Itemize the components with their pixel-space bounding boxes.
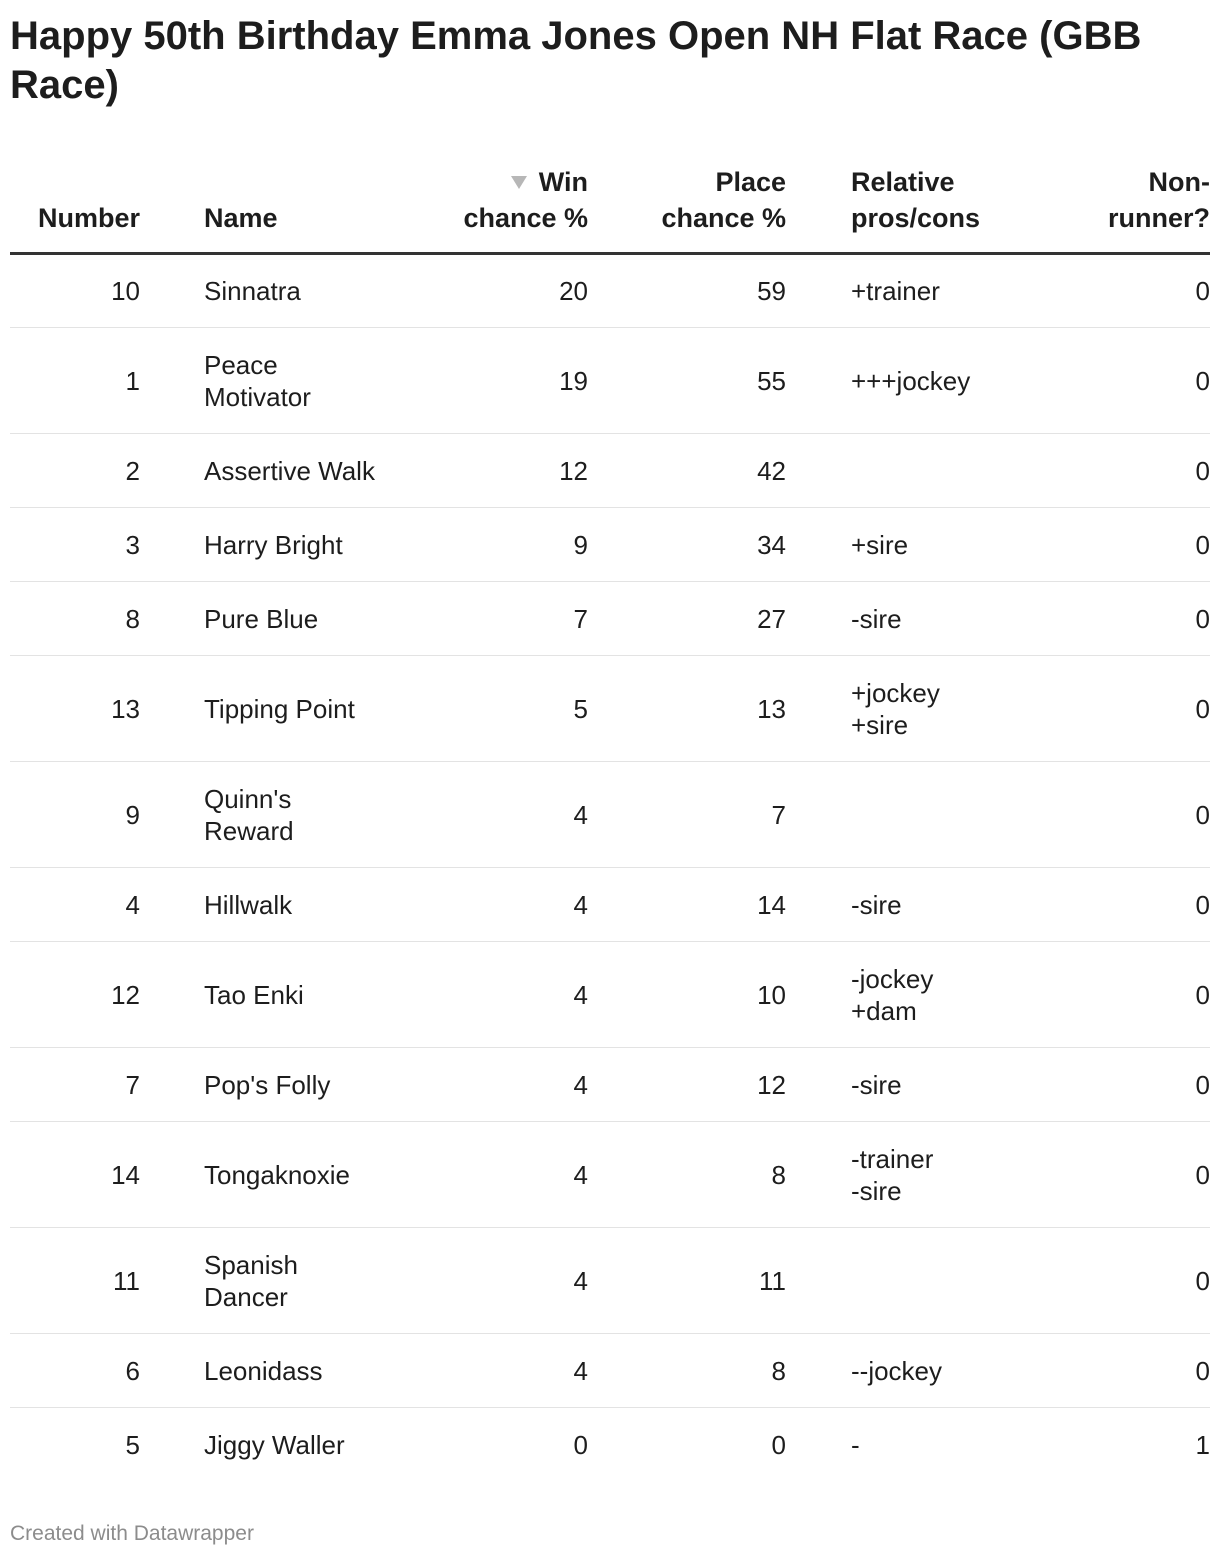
cell-number: 7 <box>10 1048 180 1122</box>
cell-number: 10 <box>10 254 180 328</box>
cell-name: Hillwalk <box>180 868 390 942</box>
column-header-number[interactable]: Number <box>10 164 180 254</box>
cell-relative <box>786 434 1027 508</box>
cell-name: Quinn's Reward <box>180 762 390 868</box>
cell-relative: -sire <box>786 868 1027 942</box>
cell-name: Tongaknoxie <box>180 1122 390 1228</box>
cell-win-chance: 19 <box>390 328 588 434</box>
cell-win-chance: 4 <box>390 942 588 1048</box>
table-row <box>10 328 1210 434</box>
cell-name: Peace Motivator <box>180 328 390 434</box>
cell-win-chance: 4 <box>390 762 588 868</box>
cell-place-chance: 14 <box>588 868 786 942</box>
table-header-row <box>10 164 1210 254</box>
cell-number: 9 <box>10 762 180 868</box>
column-header-place[interactable]: Place chance % <box>588 164 786 254</box>
cell-relative: -jockey +dam <box>786 942 1027 1048</box>
column-header-name[interactable]: Name <box>180 164 390 254</box>
cell-win-chance: 4 <box>390 1228 588 1334</box>
cell-number: 12 <box>10 942 180 1048</box>
cell-nonrunner: 0 <box>1027 434 1210 508</box>
column-header-nonrunner[interactable]: Non- runner? <box>1027 164 1210 254</box>
cell-win-chance: 9 <box>390 508 588 582</box>
cell-name: Tipping Point <box>180 656 390 762</box>
cell-nonrunner: 0 <box>1027 1334 1210 1408</box>
cell-place-chance: 13 <box>588 656 786 762</box>
cell-relative: -sire <box>786 1048 1027 1122</box>
race-table <box>10 164 1210 1482</box>
table-row <box>10 1122 1210 1228</box>
cell-name: Tao Enki <box>180 942 390 1048</box>
cell-place-chance: 0 <box>771 1429 786 1460</box>
cell-place-chance: 11 <box>588 1228 786 1334</box>
cell-name: Pure Blue <box>180 582 390 656</box>
cell-nonrunner: 0 <box>1027 1122 1210 1228</box>
cell-name: Spanish Dancer <box>180 1228 390 1334</box>
cell-relative: +++jockey <box>786 328 1027 434</box>
cell-nonrunner: 0 <box>1027 582 1210 656</box>
cell-nonrunner: 0 <box>1027 762 1210 868</box>
cell-win-chance: 4 <box>390 1334 588 1408</box>
table-row <box>10 1334 1210 1408</box>
cell-relative <box>786 762 1027 868</box>
cell-number: 3 <box>10 508 180 582</box>
cell-place-chance: 8 <box>588 1334 786 1408</box>
cell-number: 6 <box>10 1334 180 1408</box>
cell-win-chance: 4 <box>390 1048 588 1122</box>
table-row <box>10 942 1210 1048</box>
cell-win-chance: 4 <box>390 1122 588 1228</box>
cell-nonrunner: 0 <box>1027 942 1210 1048</box>
table-row <box>10 434 1210 508</box>
cell-number: 2 <box>10 434 180 508</box>
cell-place-chance: 42 <box>588 434 786 508</box>
cell-number: 1 <box>10 328 180 434</box>
table-row <box>10 868 1210 942</box>
cell-name: Leonidass <box>180 1334 390 1408</box>
cell-relative <box>786 1228 1027 1334</box>
cell-win-chance: 12 <box>390 434 588 508</box>
table-row <box>10 1228 1210 1334</box>
cell-place-chance: 34 <box>588 508 786 582</box>
cell-win-chance: 5 <box>390 656 588 762</box>
column-header-win[interactable] <box>390 164 588 254</box>
cell-number: 14 <box>10 1122 180 1228</box>
cell-win-chance: 20 <box>390 254 588 328</box>
cell-place-chance: 59 <box>588 254 786 328</box>
cell-number: 13 <box>10 656 180 762</box>
cell-relative: +trainer <box>786 254 1027 328</box>
cell-win-chance: 0 <box>573 1429 588 1460</box>
table-row <box>10 762 1210 868</box>
cell-place-chance: 12 <box>588 1048 786 1122</box>
cell-relative: -sire <box>786 582 1027 656</box>
cell-name: Jiggy Waller <box>204 1429 345 1460</box>
cell-relative: -trainer -sire <box>786 1122 1027 1228</box>
cell-place-chance: 8 <box>588 1122 786 1228</box>
cell-relative: - <box>851 1429 860 1460</box>
cell-nonrunner: 0 <box>1027 328 1210 434</box>
cell-nonrunner: 0 <box>1027 254 1210 328</box>
cell-nonrunner: 0 <box>1027 508 1210 582</box>
cell-name: Sinnatra <box>180 254 390 328</box>
cell-win-chance: 4 <box>390 868 588 942</box>
table-row <box>10 656 1210 762</box>
cell-place-chance: 7 <box>588 762 786 868</box>
table-row <box>10 508 1210 582</box>
cell-nonrunner: 0 <box>1027 1228 1210 1334</box>
cell-name: Harry Bright <box>180 508 390 582</box>
cell-nonrunner: 0 <box>1027 868 1210 942</box>
cell-number: 11 <box>10 1228 180 1334</box>
table-row <box>10 1408 1210 1482</box>
table-row <box>10 1048 1210 1122</box>
cell-nonrunner: 0 <box>1027 656 1210 762</box>
column-header-win-label: Win chance % <box>463 167 588 233</box>
table-row <box>10 582 1210 656</box>
cell-number: 5 <box>125 1429 140 1460</box>
cell-relative: --jockey <box>786 1334 1027 1408</box>
footer-credit: Created with Datawrapper <box>10 1522 254 1545</box>
cell-place-chance: 10 <box>588 942 786 1048</box>
table-row <box>10 254 1210 328</box>
cell-name: Assertive Walk <box>180 434 390 508</box>
cell-relative: +sire <box>786 508 1027 582</box>
cell-place-chance: 55 <box>588 328 786 434</box>
sort-descending-icon <box>511 176 527 189</box>
cell-place-chance: 27 <box>588 582 786 656</box>
cell-number: 4 <box>10 868 180 942</box>
cell-name: Pop's Folly <box>180 1048 390 1122</box>
cell-number: 8 <box>10 582 180 656</box>
page-title: Happy 50th Birthday Emma Jones Open NH Flat Race (GBB Race) <box>10 14 1142 107</box>
cell-nonrunner: 0 <box>1027 1048 1210 1122</box>
cell-relative: +jockey +sire <box>786 656 1027 762</box>
cell-win-chance: 7 <box>390 582 588 656</box>
cell-nonrunner: 1 <box>1195 1429 1210 1460</box>
column-header-relative[interactable]: Relative pros/cons <box>786 164 1027 254</box>
